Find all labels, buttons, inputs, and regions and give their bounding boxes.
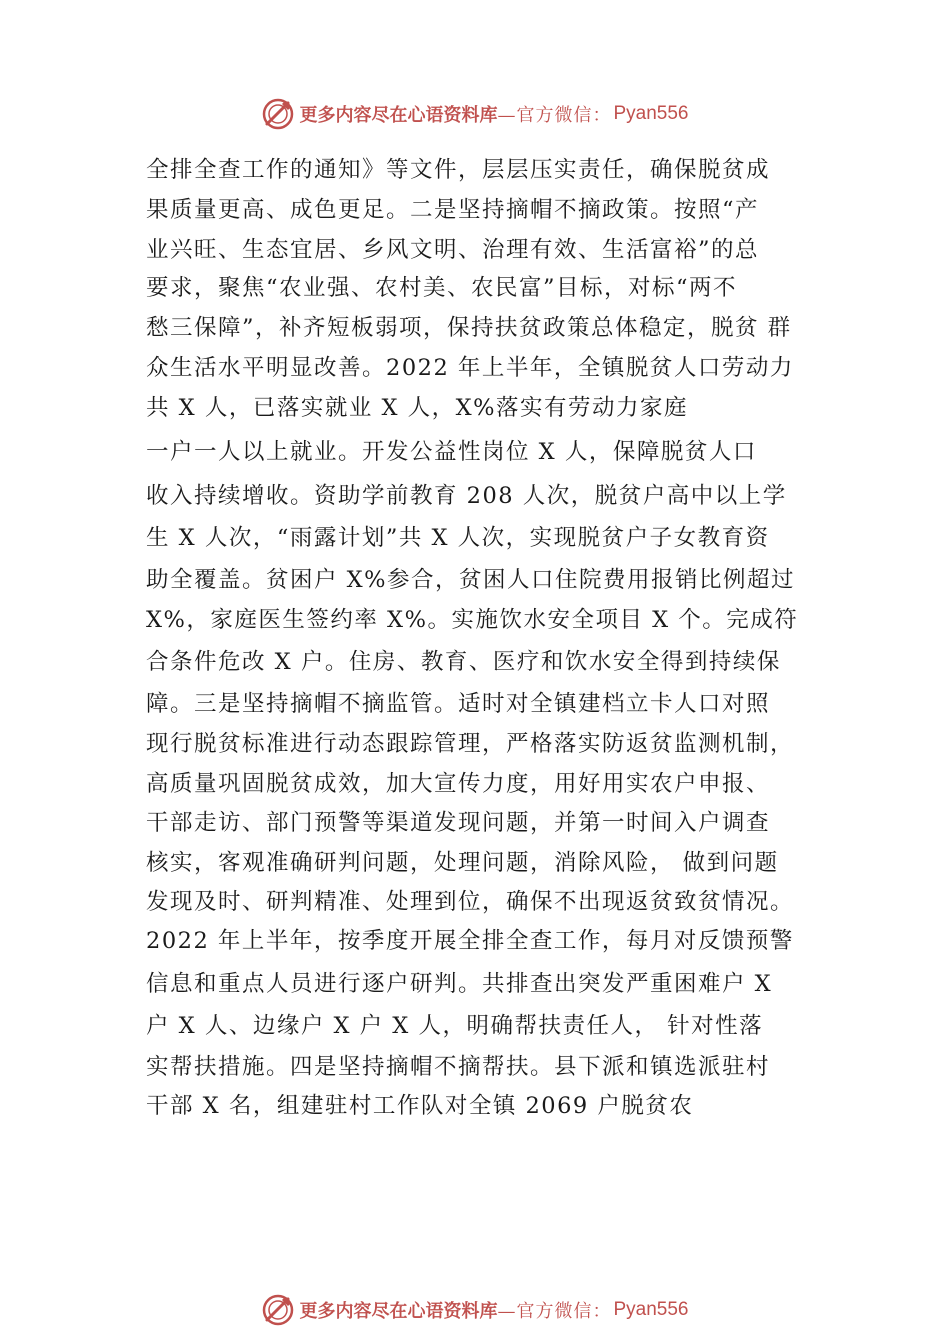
body-line: 业兴旺、生态宜居、乡风文明、治理有效、生活富裕”的总 — [146, 237, 760, 263]
body-line: 现行脱贫标准进行动态跟踪管理，严格落实防返贫监测机制， — [146, 731, 795, 757]
body-line: 要求，聚焦“农业强、农村美、农民富”目标，对标“两不 — [146, 275, 738, 301]
footer-wechat-id: Pyan556 — [613, 1299, 689, 1320]
body-line: 共 X 人，已落实就业 X 人，X%落实有劳动力家庭 — [146, 395, 689, 421]
body-line: 收入持续增收。资助学前教育 208 人次，脱贫户高中以上学 — [146, 483, 787, 509]
footer-separator-text: —官方微信： — [497, 1301, 612, 1322]
footer-brand-text: 更多内容尽在心语资料库 — [299, 1301, 498, 1322]
body-line: 核实，客观准确研判问题，处理问题，消除风险， 做到问题 — [146, 850, 779, 876]
body-line: 众生活水平明显改善。2022 年上半年，全镇脱贫人口劳动力 — [146, 355, 794, 381]
body-line: 户 X 人、边缘户 X 户 X 人，明确帮扶责任人， 针对性落 — [146, 1013, 764, 1039]
body-line: 障。三是坚持摘帽不摘监管。适时对全镇建档立卡人口对照 — [146, 691, 771, 717]
body-line: 愁三保障”，补齐短板弱项，保持扶贫政策总体稳定，脱贫 群 — [146, 315, 792, 341]
body-line: 果质量更高、成色更足。二是坚持摘帽不摘政策。按照“产 — [146, 197, 760, 223]
body-line: 实帮扶措施。四是坚持摘帽不摘帮扶。县下派和镇选派驻村 — [146, 1054, 771, 1080]
body-line: 发现及时、研判精准、处理到位，确保不出现返贫致贫情况。 — [146, 889, 795, 915]
body-line: 全排全查工作的通知》等文件，层层压实责任，确保脱贫成 — [146, 157, 771, 183]
body-line: 干部走访、部门预警等渠道发现问题，并第一时间入户调查 — [146, 810, 771, 836]
body-line: 合条件危改 X 户。住房、教育、医疗和饮水安全得到持续保 — [146, 649, 781, 675]
body-line: 2022 年上半年，按季度开展全排全查工作，每月对反馈预警 — [146, 928, 794, 954]
body-line: 生 X 人次，“雨露计划”共 X 人次，实现脱贫户子女教育资 — [146, 525, 770, 551]
footer-watermark — [0, 1290, 950, 1330]
brand-logo-icon — [261, 1293, 295, 1327]
body-line: 一户一人以上就业。开发公益性岗位 X 人，保障脱贫人口 — [146, 439, 757, 465]
header-separator-text: —官方微信： — [497, 105, 612, 126]
header-brand-text: 更多内容尽在心语资料库 — [299, 105, 498, 126]
body-line: 高质量巩固脱贫成效，加大宣传力度，用好用实农户申报、 — [146, 771, 771, 797]
header-wechat-id: Pyan556 — [613, 103, 689, 124]
body-line: 干部 X 名，组建驻村工作队对全镇 2069 户脱贫农 — [146, 1093, 694, 1119]
body-line: 助全覆盖。贫困户 X%参合，贫困人口住院费用报销比例超过 — [146, 567, 796, 593]
body-line: X%，家庭医生签约率 X%。实施饮水安全项目 X 个。完成符 — [146, 607, 799, 633]
body-line: 信息和重点人员进行逐户研判。共排查出突发严重困难户 X — [146, 971, 773, 997]
